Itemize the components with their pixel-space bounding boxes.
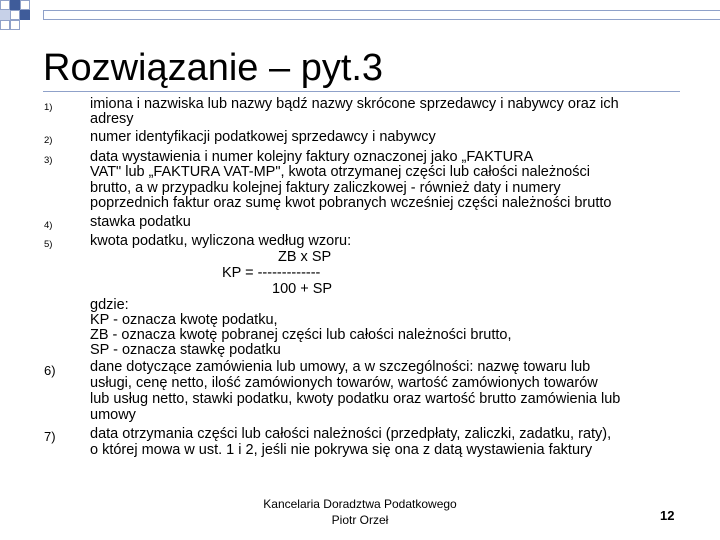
list-item-6-line-1: dane dotyczące zamówienia lub umowy, a w szczególności: nazwę towaru lub [90, 359, 591, 375]
list-item-7-line-2: o której mowa w ust. 1 i 2, jeśli nie pokrywa się ona z datą wystawienia faktury [90, 442, 593, 458]
list-item-3-line-2: VAT" lub „FAKTURA VAT-MP", kwota otrzymanej części lub całości należności [90, 164, 590, 180]
legend-line-kp: KP - oznacza kwotę podatku, [90, 312, 278, 328]
list-item-5-line-1: kwota podatku, wyliczona według wzoru: [90, 233, 352, 249]
list-item-6-line-4: umowy [90, 407, 136, 423]
list-number-6: 6) [44, 363, 56, 378]
legend-line-zb: ZB - oznacza kwotę pobranej części lub całości należności brutto, [90, 327, 512, 343]
list-item-4-line-1: stawka podatku [90, 214, 191, 230]
list-number-1: 1) [44, 102, 53, 113]
formula-denominator: 100 + SP [272, 281, 333, 297]
formula-lhs: KP = ------------- [222, 265, 321, 281]
list-item-3-line-4: poprzednich faktur oraz sumę kwot pobranych wcześniej części należności brutto [90, 195, 612, 211]
list-number-5: 5) [44, 239, 53, 250]
slide-title: Rozwiązanie – pyt.3 [43, 47, 384, 89]
list-number-3: 3) [44, 155, 53, 166]
list-item-3-line-1: data wystawienia i numer kolejny faktury oznaczonej jako „FAKTURA [90, 149, 534, 165]
page-number: 12 [660, 508, 675, 523]
list-item-2-line-1: numer identyfikacji podatkowej sprzedawcy i nabywcy [90, 129, 436, 145]
formula-numerator: ZB x SP [278, 249, 332, 265]
legend-heading: gdzie: [90, 297, 129, 313]
list-item-6-line-3: lub usług netto, stawki podatku, kwoty podatku oraz wartość brutto zamówienia lub [90, 391, 621, 407]
footer-author: Piotr Orzeł [331, 513, 389, 527]
footer-company: Kancelaria Doradztwa Podatkowego [263, 497, 457, 511]
footer [240, 496, 480, 528]
list-item-1-line-2: adresy [90, 111, 134, 127]
list-item-1-line-1: imiona i nazwiska lub nazwy bądź nazwy skrócone sprzedawcy i nabywcy oraz ich [90, 96, 619, 112]
list-number-7: 7) [44, 429, 56, 444]
list-number-4: 4) [44, 220, 53, 231]
list-item-6-line-2: usługi, cenę netto, ilość zamówionych towarów, wartość zamówionych towarów [90, 375, 598, 391]
list-number-2: 2) [44, 135, 53, 146]
list-item-3-line-3: brutto, a w przypadku kolejnej faktury zaliczkowej - również daty i numery [90, 180, 561, 196]
legend-line-sp: SP - oznacza stawkę podatku [90, 342, 281, 358]
list-item-7-line-1: data otrzymania części lub całości należności (przedpłaty, zaliczki, zadatku, raty), [90, 426, 612, 442]
